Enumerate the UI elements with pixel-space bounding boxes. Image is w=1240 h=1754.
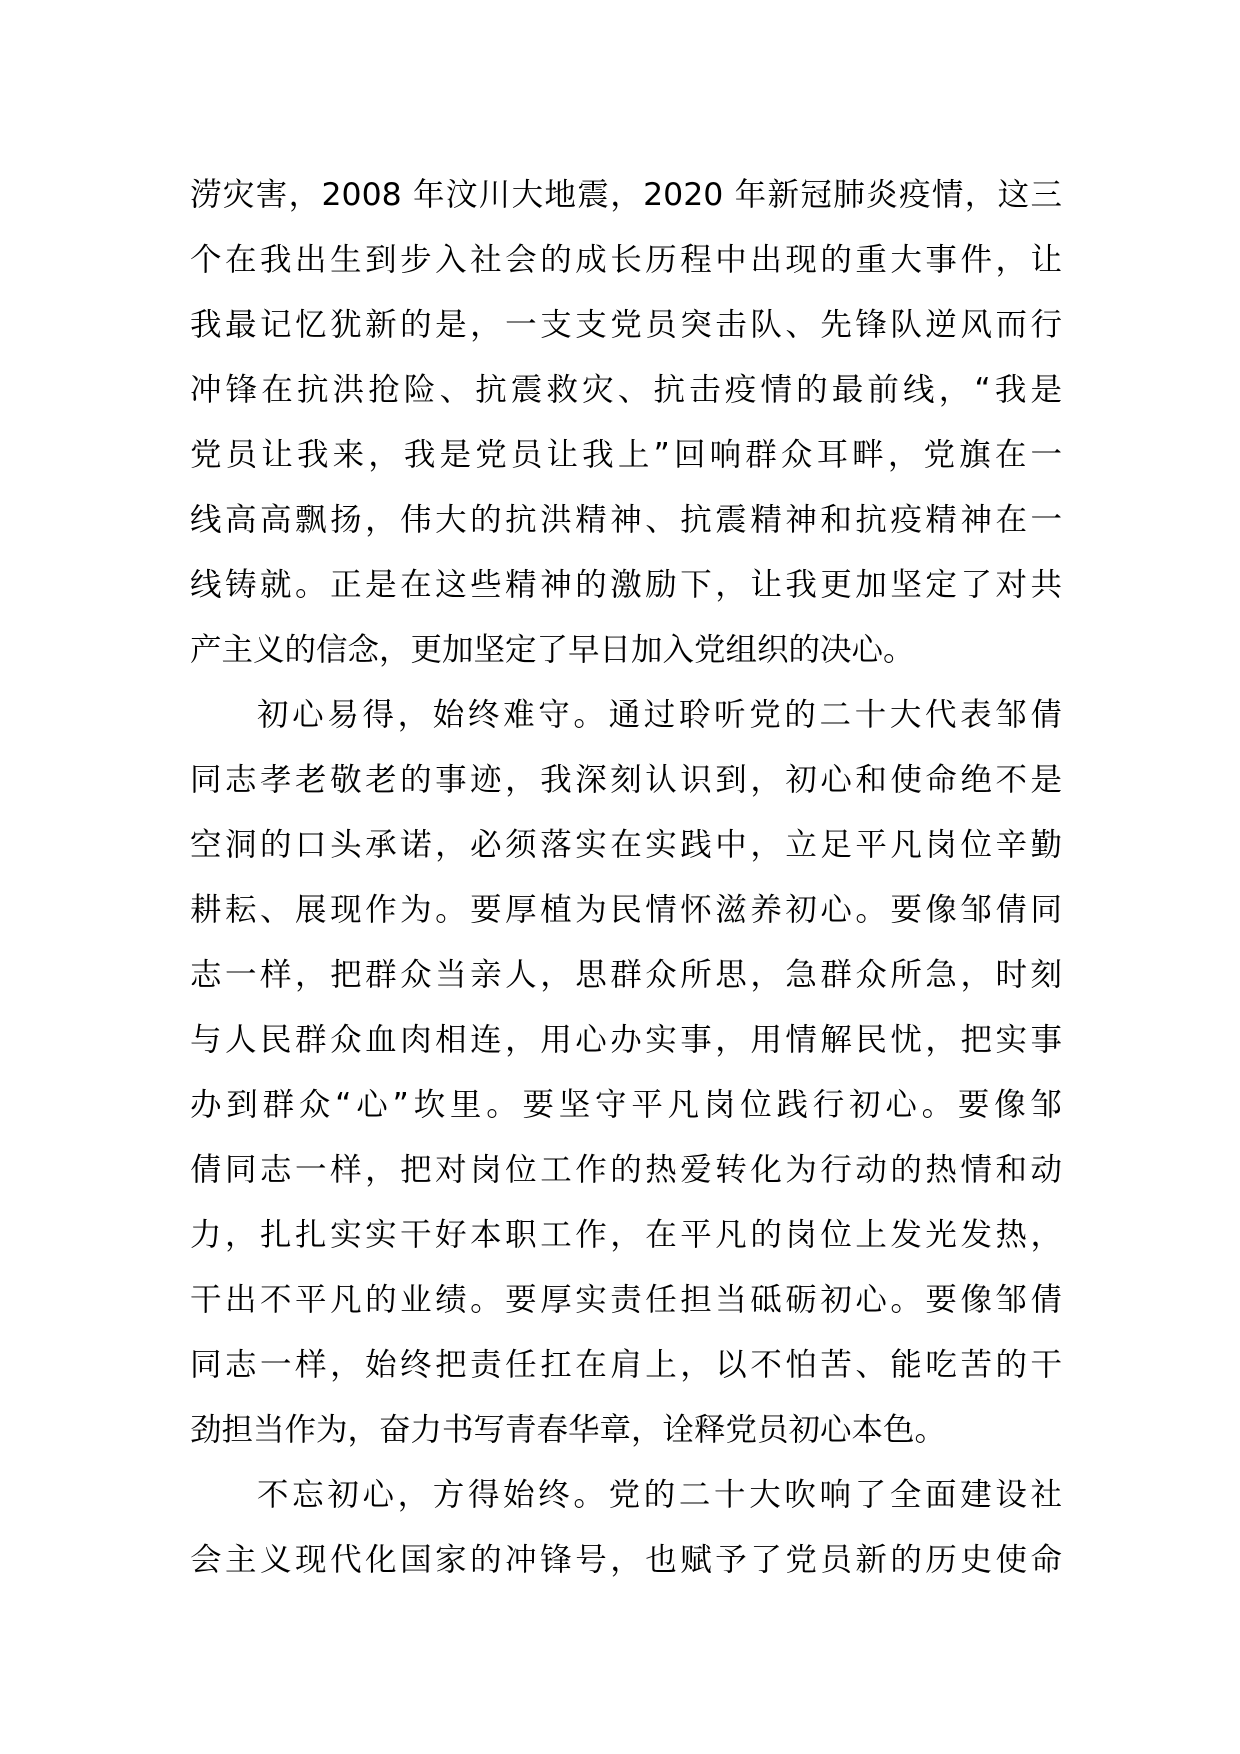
text-line: 空洞的口头承诺，必须落实在实践中，立足平凡岗位辛勤 (190, 827, 1062, 863)
text-line: 个在我出生到步入社会的成长历程中出现的重大事件，让 (190, 242, 1062, 278)
text-line: 与人民群众血肉相连，用心办实事，用情解民忧，把实事 (190, 1022, 1062, 1058)
paragraph-first-line: 不忘初心，方得始终。党的二十大吹响了全面建设社 (257, 1477, 1062, 1513)
text-line: 线铸就。正是在这些精神的激励下，让我更加坚定了对共 (190, 567, 1062, 603)
text-line: 冲锋在抗洪抢险、抗震救灾、抗击疫情的最前线，“我是 (190, 372, 1062, 408)
body-text (190, 163, 1062, 1593)
text-line: 我最记忆犹新的是，一支支党员突击队、先锋队逆风而行 (190, 307, 1062, 343)
text-line: 党员让我来，我是党员让我上”回响群众耳畔，党旗在一 (190, 437, 1062, 473)
text-line: 产主义的信念，更加坚定了早日加入党组织的决心。 (190, 632, 915, 668)
text-line: 线高高飘扬，伟大的抗洪精神、抗震精神和抗疫精神在一 (190, 502, 1062, 538)
text-line: 会主义现代化国家的冲锋号，也赋予了党员新的历史使命 (190, 1542, 1062, 1578)
text-line: 劲担当作为，奋力书写青春华章，诠释党员初心本色。 (190, 1412, 947, 1448)
text-line: 干出不平凡的业绩。要厚实责任担当砥砺初心。要像邹倩 (190, 1282, 1062, 1318)
text-line: 倩同志一样，把对岗位工作的热爱转化为行动的热情和动 (190, 1152, 1062, 1188)
text-line: 同志孝老敬老的事迹，我深刻认识到，初心和使命绝不是 (190, 762, 1062, 798)
text-line: 志一样，把群众当亲人，思群众所思，急群众所急，时刻 (190, 957, 1062, 993)
text-line: 力，扎扎实实干好本职工作，在平凡的岗位上发光发热， (190, 1217, 1062, 1253)
text-line: 涝灾害，2008 年汶川大地震，2020 年新冠肺炎疫情，这三 (190, 177, 1062, 213)
text-line: 办到群众“心”坎里。要坚守平凡岗位践行初心。要像邹 (190, 1087, 1062, 1123)
paragraph-first-line: 初心易得，始终难守。通过聆听党的二十大代表邹倩 (257, 697, 1062, 733)
text-line: 同志一样，始终把责任扛在肩上，以不怕苦、能吃苦的干 (190, 1347, 1062, 1383)
text-line: 耕耘、展现作为。要厚植为民情怀滋养初心。要像邹倩同 (190, 892, 1062, 928)
